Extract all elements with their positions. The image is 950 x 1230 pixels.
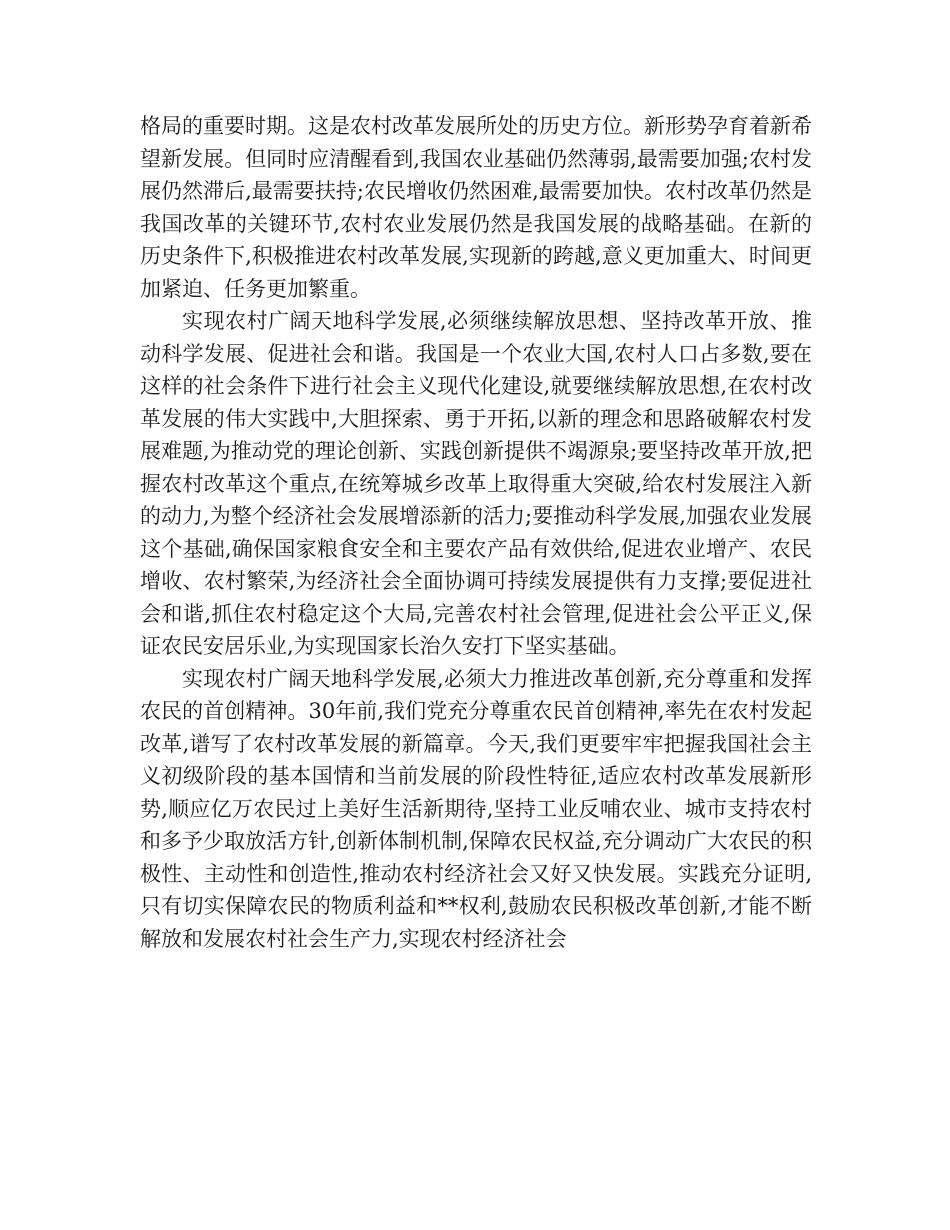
paragraph-1: 格局的重要时期。这是农村改革发展所处的历史方位。新形势孕育着新希望新发展。但同时应清醒看到,我国农业基础仍然薄弱,最需要加强;农村发展仍然滞后,最需要扶持;农民增收仍然困难,最需要加快。农村改革仍然是我国改革的关键环节,农村农业发展仍然是我国发展的战略基础。在新的历史条件下,积极推进农村改革发展,实现新的跨越,意义更加重大、时间更加紧迫、任务更加繁重。 bbox=[140, 114, 812, 301]
paragraph-3: 实现农村广阔天地科学发展,必须大力推进改革创新,充分尊重和发挥农民的首创精神。30年前,我们党充分尊重农民首创精神,率先在农村发起改革,谱写了农村改革发展的新篇章。今天,我们更要牢牢把握我国社会主义初级阶段的基本国情和当前发展的阶段性特征,适应农村改革发展新形势,顺应亿万农民过上美好生活新期待,坚持工业反哺农业、城市支持农村和多予少取放活方针,创新体制机制,保障农民权益,充分调动广大农民的积极性、主动性和创造性,推动农村经济社会又好又快发展。实践充分证明,只有切实保障农民的物质利益和**权利,鼓励农民积极改革创新,才能不断解放和发展农村社会生产力,实现农村经济社会 bbox=[140, 666, 812, 951]
paragraph-2: 实现农村广阔天地科学发展,必须继续解放思想、坚持改革开放、推动科学发展、促进社会和谐。我国是一个农业大国,农村人口占多数,要在这样的社会条件下进行社会主义现代化建设,就要继续解放思想,在农村改革发展的伟大实践中,大胆探索、勇于开拓,以新的理念和思路破解农村发展难题,为推动党的理论创新、实践创新提供不竭源泉;要坚持改革开放,把握农村改革这个重点,在统筹城乡改革上取得重大突破,给农村发展注入新的动力,为整个经济社会发展增添新的活力;要推动科学发展,加强农业发展这个基础,确保国家粮食安全和主要农产品有效供给,促进农业增产、农民增收、农村繁荣,为经济社会全面协调可持续发展提供有力支撑;要促进社会和谐,抓住农村稳定这个大局,完善农村社会管理,促进社会公平正义,保证农民安居乐业,为实现国家长治久安打下坚实基础。 bbox=[140, 309, 812, 658]
document-page bbox=[140, 110, 812, 955]
